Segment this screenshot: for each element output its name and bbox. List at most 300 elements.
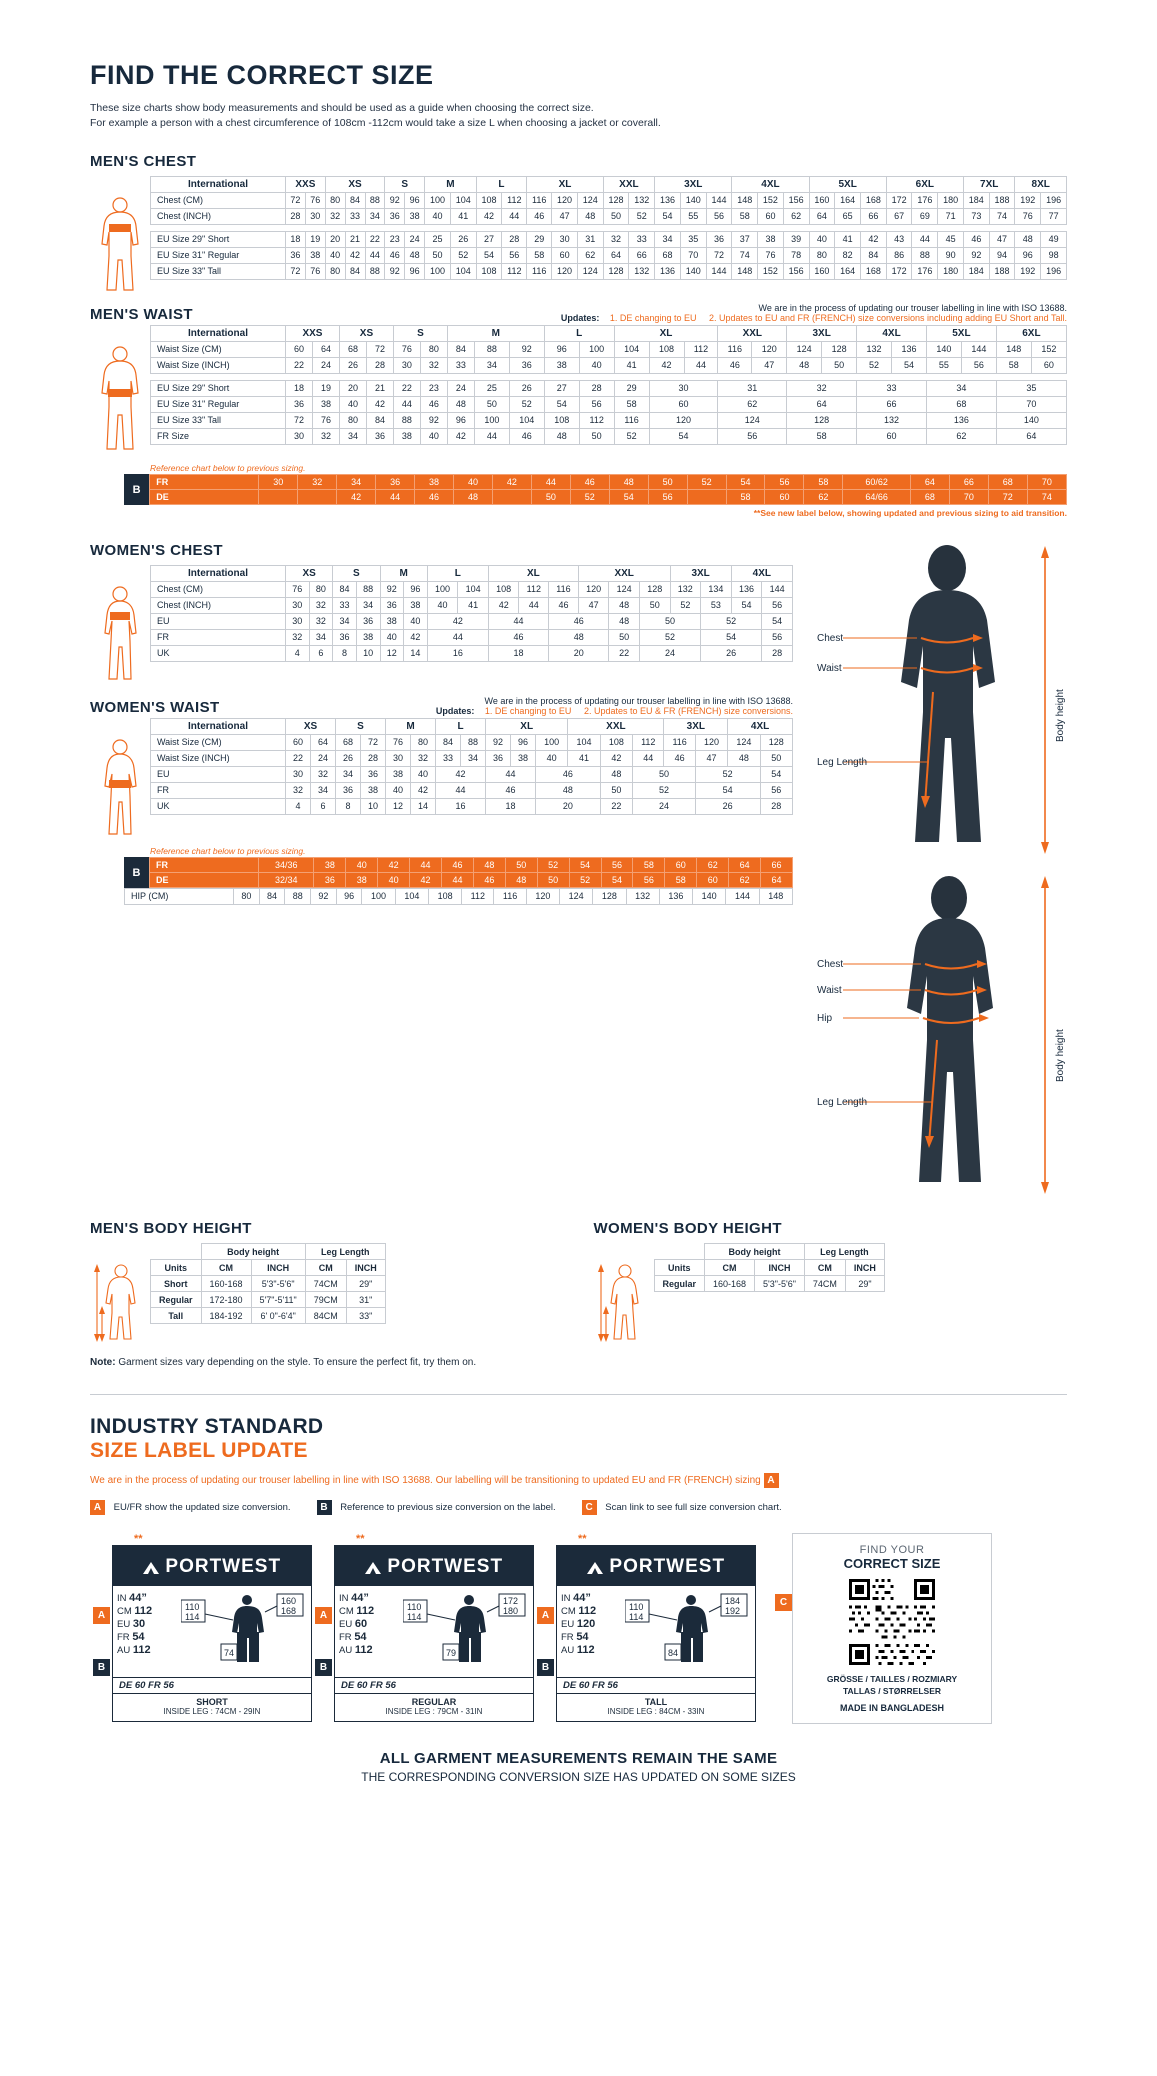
cell: 66 bbox=[761, 858, 793, 873]
womens-chest-table bbox=[150, 565, 793, 662]
cell: 46 bbox=[570, 475, 609, 490]
cell: 8 bbox=[336, 799, 361, 815]
row-label: Waist Size (INCH) bbox=[151, 358, 286, 374]
cell: 22 bbox=[365, 232, 385, 248]
cell: 80 bbox=[411, 735, 436, 751]
tag-a-side: A bbox=[537, 1607, 554, 1624]
cell: 148 bbox=[759, 889, 792, 905]
cell: 10 bbox=[361, 799, 386, 815]
cell: 196 bbox=[1041, 193, 1067, 209]
cell: 36 bbox=[336, 783, 361, 799]
cell: 40 bbox=[346, 858, 378, 873]
col-xs: XS bbox=[286, 566, 333, 582]
col-m: M bbox=[425, 177, 476, 193]
code-val: 112 bbox=[578, 1605, 597, 1618]
cell: 52 bbox=[633, 783, 696, 799]
col-s: S bbox=[333, 566, 380, 582]
cell: 60 bbox=[697, 873, 729, 888]
col-m: M bbox=[386, 719, 436, 735]
cell: 32 bbox=[286, 630, 310, 646]
table-header-row bbox=[654, 1244, 884, 1260]
cell: 48 bbox=[536, 783, 601, 799]
cell: 40 bbox=[420, 429, 447, 445]
cell: 42 bbox=[488, 598, 519, 614]
cell: 50 bbox=[537, 873, 569, 888]
cell: 84 bbox=[447, 342, 474, 358]
cell: 140 bbox=[996, 413, 1066, 429]
cell: 144 bbox=[706, 193, 732, 209]
code-val: 112 bbox=[576, 1644, 595, 1657]
womens-waist-reference-band bbox=[124, 857, 793, 888]
cell: 112 bbox=[633, 735, 664, 751]
cell: 76 bbox=[312, 413, 339, 429]
cell: 65 bbox=[835, 209, 861, 225]
svg-text:160: 160 bbox=[281, 1596, 297, 1607]
cell: 148 bbox=[732, 264, 758, 280]
table-header-row bbox=[151, 566, 793, 582]
col-xs: XS bbox=[339, 326, 393, 342]
cell: 52 bbox=[509, 397, 544, 413]
units-label: Units bbox=[654, 1260, 705, 1276]
cell: 152 bbox=[758, 264, 784, 280]
womens-body-height-heading: WOMEN'S BODY HEIGHT bbox=[593, 1220, 782, 1238]
industry-lead-text: We are in the process of updating our trouser labelling in line with ISO 13688. Our labelling will be transitioning to updated EU and FR (FRENCH) sizing bbox=[90, 1475, 761, 1487]
svg-text:172: 172 bbox=[503, 1596, 519, 1607]
row-label: Chest (INCH) bbox=[151, 209, 286, 225]
col-international: International bbox=[151, 326, 286, 342]
spacer bbox=[151, 225, 1067, 232]
update-item-2: 2. Updates to EU and FR (FRENCH) size conversions including adding EU Short and Tall. bbox=[708, 313, 1067, 324]
cell: 96 bbox=[447, 413, 474, 429]
cell: 18 bbox=[286, 381, 313, 397]
cell: 52 bbox=[450, 248, 476, 264]
cell: 36 bbox=[361, 767, 386, 783]
intro-line-2: For example a person with a chest circumference of 108cm -112cm would take a size L when choosing a jacket or coverall. bbox=[90, 117, 661, 130]
cell: 136 bbox=[892, 342, 927, 358]
cell: 46 bbox=[549, 614, 609, 630]
cell: 48 bbox=[577, 209, 603, 225]
col-l: L bbox=[427, 566, 488, 582]
garment-note bbox=[90, 1357, 1067, 1368]
womens-waist-table bbox=[150, 718, 793, 815]
industry-title-1: INDUSTRY STANDARD bbox=[90, 1415, 324, 1439]
cell: 38 bbox=[346, 873, 378, 888]
table-row bbox=[150, 858, 793, 873]
cell: 64 bbox=[603, 248, 629, 264]
cell: 192 bbox=[1015, 264, 1041, 280]
cell: 48 bbox=[453, 490, 492, 505]
cell: 35 bbox=[996, 381, 1066, 397]
cell: 196 bbox=[1041, 264, 1067, 280]
cell: 96 bbox=[405, 193, 425, 209]
svg-text:Leg Length: Leg Length bbox=[817, 1097, 868, 1109]
table-row bbox=[151, 799, 793, 815]
cell: 26 bbox=[450, 232, 476, 248]
cell: 132 bbox=[629, 193, 655, 209]
cell: 38 bbox=[305, 248, 325, 264]
table-row bbox=[151, 582, 793, 598]
svg-text:180: 180 bbox=[503, 1606, 519, 1617]
cell: 38 bbox=[314, 858, 346, 873]
cell: 140 bbox=[680, 193, 706, 209]
cell: 80 bbox=[234, 889, 260, 905]
size-codes bbox=[561, 1592, 625, 1675]
cell: 172 bbox=[886, 264, 912, 280]
cell: 108 bbox=[476, 264, 502, 280]
cell: 140 bbox=[693, 889, 726, 905]
table-header-row bbox=[654, 1260, 884, 1276]
cell: 71 bbox=[938, 209, 964, 225]
cell: 128 bbox=[760, 735, 792, 751]
cell: 44 bbox=[365, 248, 385, 264]
cell: 66 bbox=[857, 397, 927, 413]
cell: 160-168 bbox=[705, 1276, 755, 1292]
table-row bbox=[150, 490, 1067, 505]
col-leg-length: Leg Length bbox=[305, 1244, 385, 1260]
cell: 100 bbox=[579, 342, 614, 358]
cell bbox=[687, 490, 726, 505]
col-xl: XL bbox=[488, 566, 578, 582]
cell: 40 bbox=[536, 751, 568, 767]
portwest-logo-icon bbox=[587, 1562, 603, 1574]
cell: 38 bbox=[356, 630, 380, 646]
cell: 32 bbox=[309, 598, 333, 614]
cell: 84 bbox=[861, 248, 887, 264]
col-body-height: Body height bbox=[201, 1244, 305, 1260]
cell: 38 bbox=[544, 358, 579, 374]
cell: 72 bbox=[988, 490, 1027, 505]
cell: 48 bbox=[728, 751, 760, 767]
label-card-short bbox=[97, 1533, 312, 1722]
cell: 92 bbox=[380, 582, 404, 598]
cell: 26 bbox=[509, 381, 544, 397]
cell: 42 bbox=[427, 614, 488, 630]
female-chest-figure-icon bbox=[90, 565, 150, 681]
unit-inch: INCH bbox=[346, 1260, 385, 1276]
cell: 88 bbox=[912, 248, 938, 264]
code-key: FR bbox=[339, 1632, 352, 1644]
unit-inch: INCH bbox=[251, 1260, 305, 1276]
legend-text-a: EU/FR show the updated size conversion. bbox=[113, 1502, 291, 1514]
cell: 54 bbox=[569, 858, 601, 873]
cell: 46 bbox=[415, 490, 454, 505]
cell: 34 bbox=[337, 475, 376, 490]
size-codes bbox=[339, 1592, 403, 1675]
cell: 48 bbox=[1015, 232, 1041, 248]
row-label: Waist Size (CM) bbox=[151, 342, 286, 358]
cell: 40 bbox=[453, 475, 492, 490]
svg-text:110: 110 bbox=[185, 1602, 200, 1613]
cell bbox=[259, 490, 298, 505]
col-6xl: 6XL bbox=[996, 326, 1066, 342]
cell: 36 bbox=[706, 232, 732, 248]
cell: 132 bbox=[857, 413, 927, 429]
cell: 42 bbox=[378, 858, 410, 873]
cell: 92 bbox=[486, 735, 511, 751]
cell: 36 bbox=[376, 475, 415, 490]
cell: 64 bbox=[311, 735, 336, 751]
cell: 50 bbox=[505, 858, 537, 873]
col-body-height: Body height bbox=[705, 1244, 805, 1260]
cell: 34 bbox=[356, 598, 380, 614]
cell: 14 bbox=[411, 799, 436, 815]
cell: 40 bbox=[427, 598, 458, 614]
cell: 100 bbox=[427, 582, 458, 598]
mens-body-height-block bbox=[90, 1220, 564, 1343]
cell: 18 bbox=[488, 646, 548, 662]
code-val: 54 bbox=[576, 1631, 589, 1644]
cell: 70 bbox=[949, 490, 988, 505]
cell: 124 bbox=[787, 342, 822, 358]
cell: 34 bbox=[309, 630, 333, 646]
cell: 30 bbox=[286, 767, 311, 783]
svg-text:Waist: Waist bbox=[817, 663, 842, 675]
tag-b-side: B bbox=[315, 1659, 332, 1676]
cell: 33 bbox=[333, 598, 357, 614]
cell: 40 bbox=[380, 630, 404, 646]
cell: 56 bbox=[601, 858, 633, 873]
cell: 156 bbox=[783, 193, 809, 209]
col-xl: XL bbox=[527, 177, 603, 193]
mens-waist-band-table bbox=[149, 474, 1067, 505]
cell: 36 bbox=[486, 751, 511, 767]
cell: 5'3"-5'6" bbox=[755, 1276, 805, 1292]
cell: 24 bbox=[405, 232, 425, 248]
cell: 54 bbox=[655, 209, 681, 225]
svg-text:110: 110 bbox=[407, 1602, 422, 1613]
cell: 84 bbox=[345, 264, 365, 280]
cell: 50 bbox=[822, 358, 857, 374]
cell bbox=[298, 490, 337, 505]
cell: 70 bbox=[680, 248, 706, 264]
footer-line-1: ALL GARMENT MEASUREMENTS REMAIN THE SAME bbox=[379, 1750, 778, 1768]
col-5xl: 5XL bbox=[809, 177, 886, 193]
cell: 5'7"-5'11" bbox=[251, 1292, 305, 1308]
cell: 26 bbox=[339, 358, 366, 374]
cell: 31 bbox=[718, 381, 787, 397]
cell: 42 bbox=[337, 490, 376, 505]
code-val: 112 bbox=[356, 1605, 375, 1618]
cell: 6 bbox=[309, 646, 333, 662]
col-8xl: 8XL bbox=[1015, 177, 1067, 193]
row-label: UK bbox=[151, 799, 286, 815]
qr-code-icon[interactable] bbox=[849, 1579, 935, 1665]
cell: 192 bbox=[1015, 193, 1041, 209]
cell: 60 bbox=[552, 248, 578, 264]
cell: 23 bbox=[385, 232, 405, 248]
table-header-row bbox=[151, 1244, 386, 1260]
row-label: Chest (CM) bbox=[151, 582, 286, 598]
col-s: S bbox=[336, 719, 386, 735]
cell: 53 bbox=[701, 598, 732, 614]
cell: 22 bbox=[393, 381, 420, 397]
cell: 58 bbox=[726, 490, 765, 505]
cell: 29" bbox=[845, 1276, 884, 1292]
cell: 23 bbox=[420, 381, 447, 397]
cell: 40 bbox=[378, 873, 410, 888]
cell: 30 bbox=[286, 598, 310, 614]
cell: 168 bbox=[861, 193, 887, 209]
code-val: 54 bbox=[132, 1631, 145, 1644]
cell: 48 bbox=[447, 397, 474, 413]
cell: 60 bbox=[758, 209, 784, 225]
cell: 104 bbox=[450, 264, 476, 280]
update-item-2: 2. Updates to EU & FR (FRENCH) size conversions. bbox=[583, 706, 793, 717]
cell: 35 bbox=[680, 232, 706, 248]
cell: 6 bbox=[311, 799, 336, 815]
intro-line-1: These size charts show body measurements and should be used as a guide when choosing the correct size. bbox=[90, 102, 594, 114]
cell: 128 bbox=[603, 264, 629, 280]
row-label: FR bbox=[150, 475, 259, 490]
cell: 132 bbox=[626, 889, 659, 905]
cell: 76 bbox=[1015, 209, 1041, 225]
mens-body-height-heading: MEN'S BODY HEIGHT bbox=[90, 1220, 252, 1238]
qr-card[interactable] bbox=[779, 1533, 992, 1724]
cell: 132 bbox=[629, 264, 655, 280]
col-xl: XL bbox=[486, 719, 568, 735]
stars-marker: ** bbox=[578, 1533, 587, 1546]
col-3xl: 3XL bbox=[655, 177, 732, 193]
cell: 104 bbox=[568, 735, 600, 751]
mens-body-height-table bbox=[150, 1243, 386, 1324]
cell: 92 bbox=[420, 413, 447, 429]
cell: 94 bbox=[989, 248, 1015, 264]
cell: 62 bbox=[718, 397, 787, 413]
unit-cm: CM bbox=[804, 1260, 845, 1276]
cell: 44 bbox=[531, 475, 570, 490]
cell: 66 bbox=[861, 209, 887, 225]
cell: 6' 0"-6'4" bbox=[251, 1308, 305, 1324]
cell: 48 bbox=[609, 475, 648, 490]
cell: 56 bbox=[648, 490, 687, 505]
qr-title-2: CORRECT SIZE bbox=[843, 1556, 941, 1572]
cell: 16 bbox=[436, 799, 486, 815]
cell: 66 bbox=[949, 475, 988, 490]
col-l: L bbox=[544, 326, 614, 342]
cell: 136 bbox=[926, 413, 996, 429]
legend-item-a bbox=[90, 1500, 291, 1515]
row-label: DE bbox=[150, 873, 259, 888]
row-label: EU Size 31" Regular bbox=[151, 248, 286, 264]
cell: 22 bbox=[286, 751, 311, 767]
cell: 120 bbox=[552, 264, 578, 280]
cell: 42 bbox=[476, 209, 502, 225]
cell: 42 bbox=[411, 783, 436, 799]
cell: 47 bbox=[752, 358, 787, 374]
cell: 52 bbox=[614, 429, 649, 445]
col-6xl: 6XL bbox=[886, 177, 963, 193]
col-3xl: 3XL bbox=[787, 326, 857, 342]
row-label: FR bbox=[151, 630, 286, 646]
cell: 112 bbox=[502, 264, 527, 280]
cell: 48 bbox=[405, 248, 425, 264]
cell: 42 bbox=[492, 475, 531, 490]
cell: 29 bbox=[527, 232, 552, 248]
tag-c: C bbox=[582, 1500, 597, 1515]
cell: 112 bbox=[462, 889, 494, 905]
cell: 84 bbox=[436, 735, 461, 751]
cell: 92 bbox=[311, 889, 337, 905]
cell: 50 bbox=[633, 767, 696, 783]
cell: 19 bbox=[305, 232, 325, 248]
empty-corner bbox=[654, 1244, 705, 1260]
table-row bbox=[151, 598, 793, 614]
table-row bbox=[151, 264, 1067, 280]
cell: 48 bbox=[609, 614, 640, 630]
cell: 52 bbox=[695, 767, 760, 783]
brand-name: PORTWEST bbox=[165, 1556, 282, 1578]
cell: 12 bbox=[386, 799, 411, 815]
cell: 76 bbox=[305, 193, 325, 209]
tag-a-inline: A bbox=[764, 1473, 779, 1488]
row-label: EU Size 29" Short bbox=[151, 381, 286, 397]
cell: 52 bbox=[701, 614, 762, 630]
cell: 44 bbox=[912, 232, 938, 248]
code-val: 44” bbox=[573, 1592, 591, 1605]
cell: 36 bbox=[380, 598, 404, 614]
intro-text bbox=[90, 101, 1067, 131]
cell: 42 bbox=[436, 767, 486, 783]
cell: 50 bbox=[425, 248, 451, 264]
cell: 44 bbox=[393, 397, 420, 413]
cell: 176 bbox=[912, 264, 938, 280]
cell: 168 bbox=[861, 264, 887, 280]
cell: 80 bbox=[420, 342, 447, 358]
cell: 50 bbox=[531, 490, 570, 505]
cell: 42 bbox=[404, 630, 428, 646]
cell: 44 bbox=[488, 614, 548, 630]
cell: 84 bbox=[345, 193, 365, 209]
cell: 34 bbox=[461, 751, 486, 767]
cell: 56 bbox=[633, 873, 665, 888]
industry-title-2: SIZE LABEL UPDATE bbox=[90, 1439, 308, 1463]
cell: 39 bbox=[783, 232, 809, 248]
cell: 34 bbox=[365, 209, 385, 225]
cell: 28 bbox=[502, 232, 527, 248]
code-val: 30 bbox=[132, 1618, 146, 1631]
cell: 12 bbox=[380, 646, 404, 662]
cell: 124 bbox=[609, 582, 640, 598]
cell: 42 bbox=[600, 751, 632, 767]
cell: 54 bbox=[544, 397, 579, 413]
cell: 100 bbox=[474, 413, 509, 429]
svg-text:Chest: Chest bbox=[817, 633, 844, 645]
cell: 38 bbox=[312, 397, 339, 413]
cell: 116 bbox=[549, 582, 579, 598]
womens-waist-update-note bbox=[436, 696, 793, 716]
cell: 36 bbox=[286, 248, 306, 264]
page-title: FIND THE CORRECT SIZE bbox=[90, 60, 434, 90]
col-4xl: 4XL bbox=[731, 566, 792, 582]
cell: 160-168 bbox=[201, 1276, 251, 1292]
cell: 46 bbox=[385, 248, 405, 264]
update-line-1: We are in the process of updating our trouser labelling in line with ISO 13688. bbox=[758, 303, 1067, 314]
cell: 14 bbox=[404, 646, 428, 662]
table-row bbox=[151, 646, 793, 662]
cell: 40 bbox=[404, 614, 428, 630]
cell: 120 bbox=[752, 342, 787, 358]
cell: 28 bbox=[762, 646, 793, 662]
cell: 124 bbox=[560, 889, 593, 905]
col-international: International bbox=[151, 566, 286, 582]
cell: 68 bbox=[336, 735, 361, 751]
cell: 124 bbox=[577, 264, 603, 280]
cell: 70 bbox=[996, 397, 1066, 413]
cell: 96 bbox=[1015, 248, 1041, 264]
cell: 24 bbox=[311, 751, 336, 767]
cell: 54 bbox=[731, 598, 762, 614]
cell: 120 bbox=[552, 193, 578, 209]
